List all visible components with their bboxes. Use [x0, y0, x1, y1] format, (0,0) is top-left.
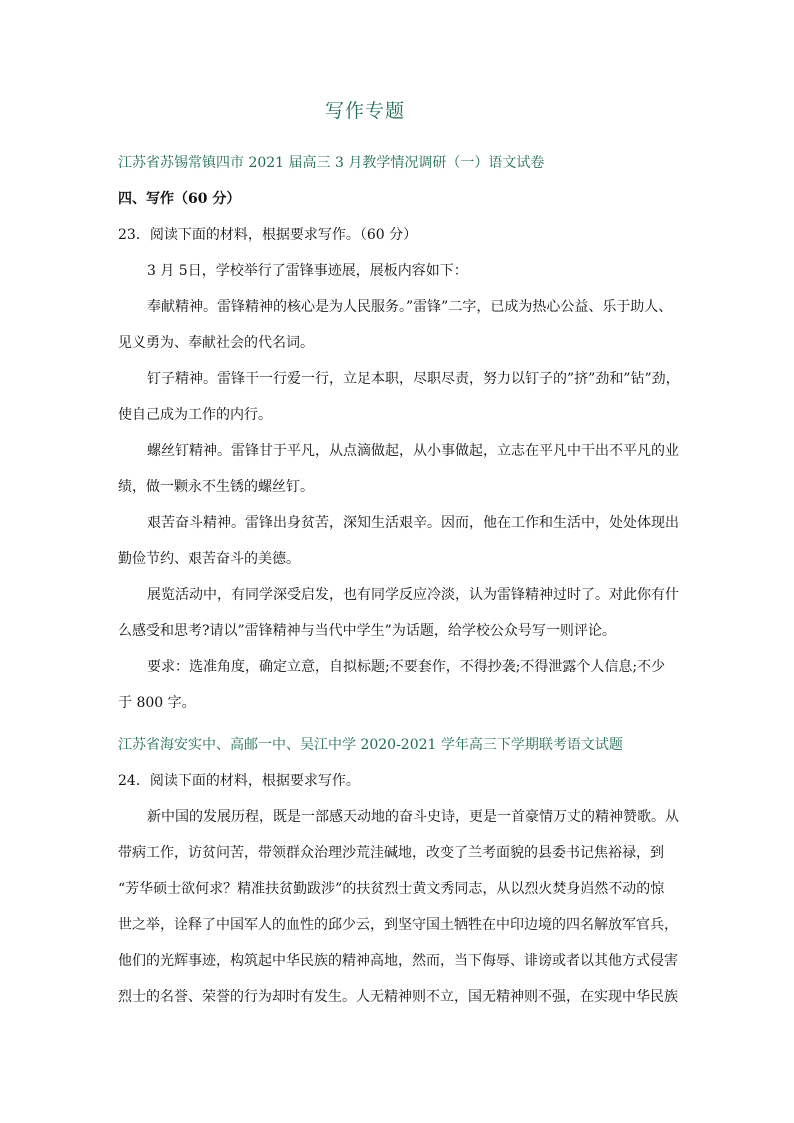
question-23-prompt: 23．阅读下面的材料，根据要求写作。（60 分）	[118, 227, 418, 243]
q24-line: 烈士的名誉、荣誉的行为却时有发生。人无精神则不立，国无精神则不强，在实现中华民族	[118, 989, 678, 1005]
q23-line: 展览活动中，有同学深受启发，也有同学反应冷淡，认为雷锋精神过时了。对此你有什	[147, 587, 679, 603]
q23-line: 要求：选准角度，确定立意，自拟标题;不要套作，不得抄袭;不得泄露个人信息;不少	[147, 659, 666, 675]
q23-line: 3 月 5日，学校举行了雷锋事迹展，展板内容如下：	[147, 263, 468, 279]
q23-line: 钉子精神。雷锋干一行爱一行，立足本职，尽职尽责，努力以钉子的”挤”劲和”钻”劲，	[147, 371, 680, 387]
q23-line: 勤俭节约、艰苦奋斗的美德。	[118, 551, 300, 567]
q24-line: 世之举，诠释了中国军人的血性的邱少云，到坚守国土牺牲在中印边境的四名解放军官兵，	[118, 917, 678, 933]
q23-line: 使自己成为工作的内行。	[118, 407, 272, 423]
q23-line: 奉献精神。雷锋精神的核心是为人民服务。”雷锋”二字，已成为热心公益、乐于助人、	[147, 299, 673, 315]
q24-line: “芳华硕士欲何求？精准扶贫勤跋涉”的扶贫烈士黄文秀同志，从以烈火焚身岿然不动的惊	[118, 881, 665, 897]
question-24-prompt: 24．阅读下面的材料，根据要求写作。	[118, 773, 360, 789]
q23-line: 么感受和思考?请以”雷锋精神与当代中学生”为话题，给学校公众号写一则评论。	[118, 623, 616, 639]
q24-line: 带病工作，访贫问苦，带领群众治理沙荒洼碱地，改变了兰考面貌的县委书记焦裕禄，到	[118, 845, 664, 861]
section-heading: 四、写作（60 分）	[118, 191, 241, 207]
source-heading-2: 江苏省海安实中、高邮一中、吴江中学 2020-2021 学年高三下学期联考语文试题	[118, 737, 623, 753]
q23-line: 绩，做一颗永不生锈的螺丝钉。	[118, 479, 314, 495]
q23-line: 艰苦奋斗精神。雷锋出身贫苦，深知生活艰辛。因而，他在工作和生活中，处处体现出	[147, 515, 679, 531]
page-title: 写作专题	[324, 100, 405, 122]
q23-line: 螺丝钉精神。雷锋甘于平凡，从点滴做起，从小事做起，立志在平凡中干出不平凡的业	[147, 443, 679, 459]
q23-line: 见义勇为、奉献社会的代名词。	[118, 335, 314, 351]
q24-line: 新中国的发展历程，既是一部感天动地的奋斗史诗，更是一首豪情万丈的精神赞歌。从	[147, 809, 679, 825]
q23-line: 于 800 字。	[118, 695, 196, 711]
q24-line: 他们的光辉事迹，构筑起中华民族的精神高地，然而，当下侮辱、诽谤或者以其他方式侵害	[118, 953, 678, 969]
source-heading-1: 江苏省苏锡常镇四市 2021 届高三 3 月教学情况调研（一）语文试卷	[118, 155, 545, 171]
